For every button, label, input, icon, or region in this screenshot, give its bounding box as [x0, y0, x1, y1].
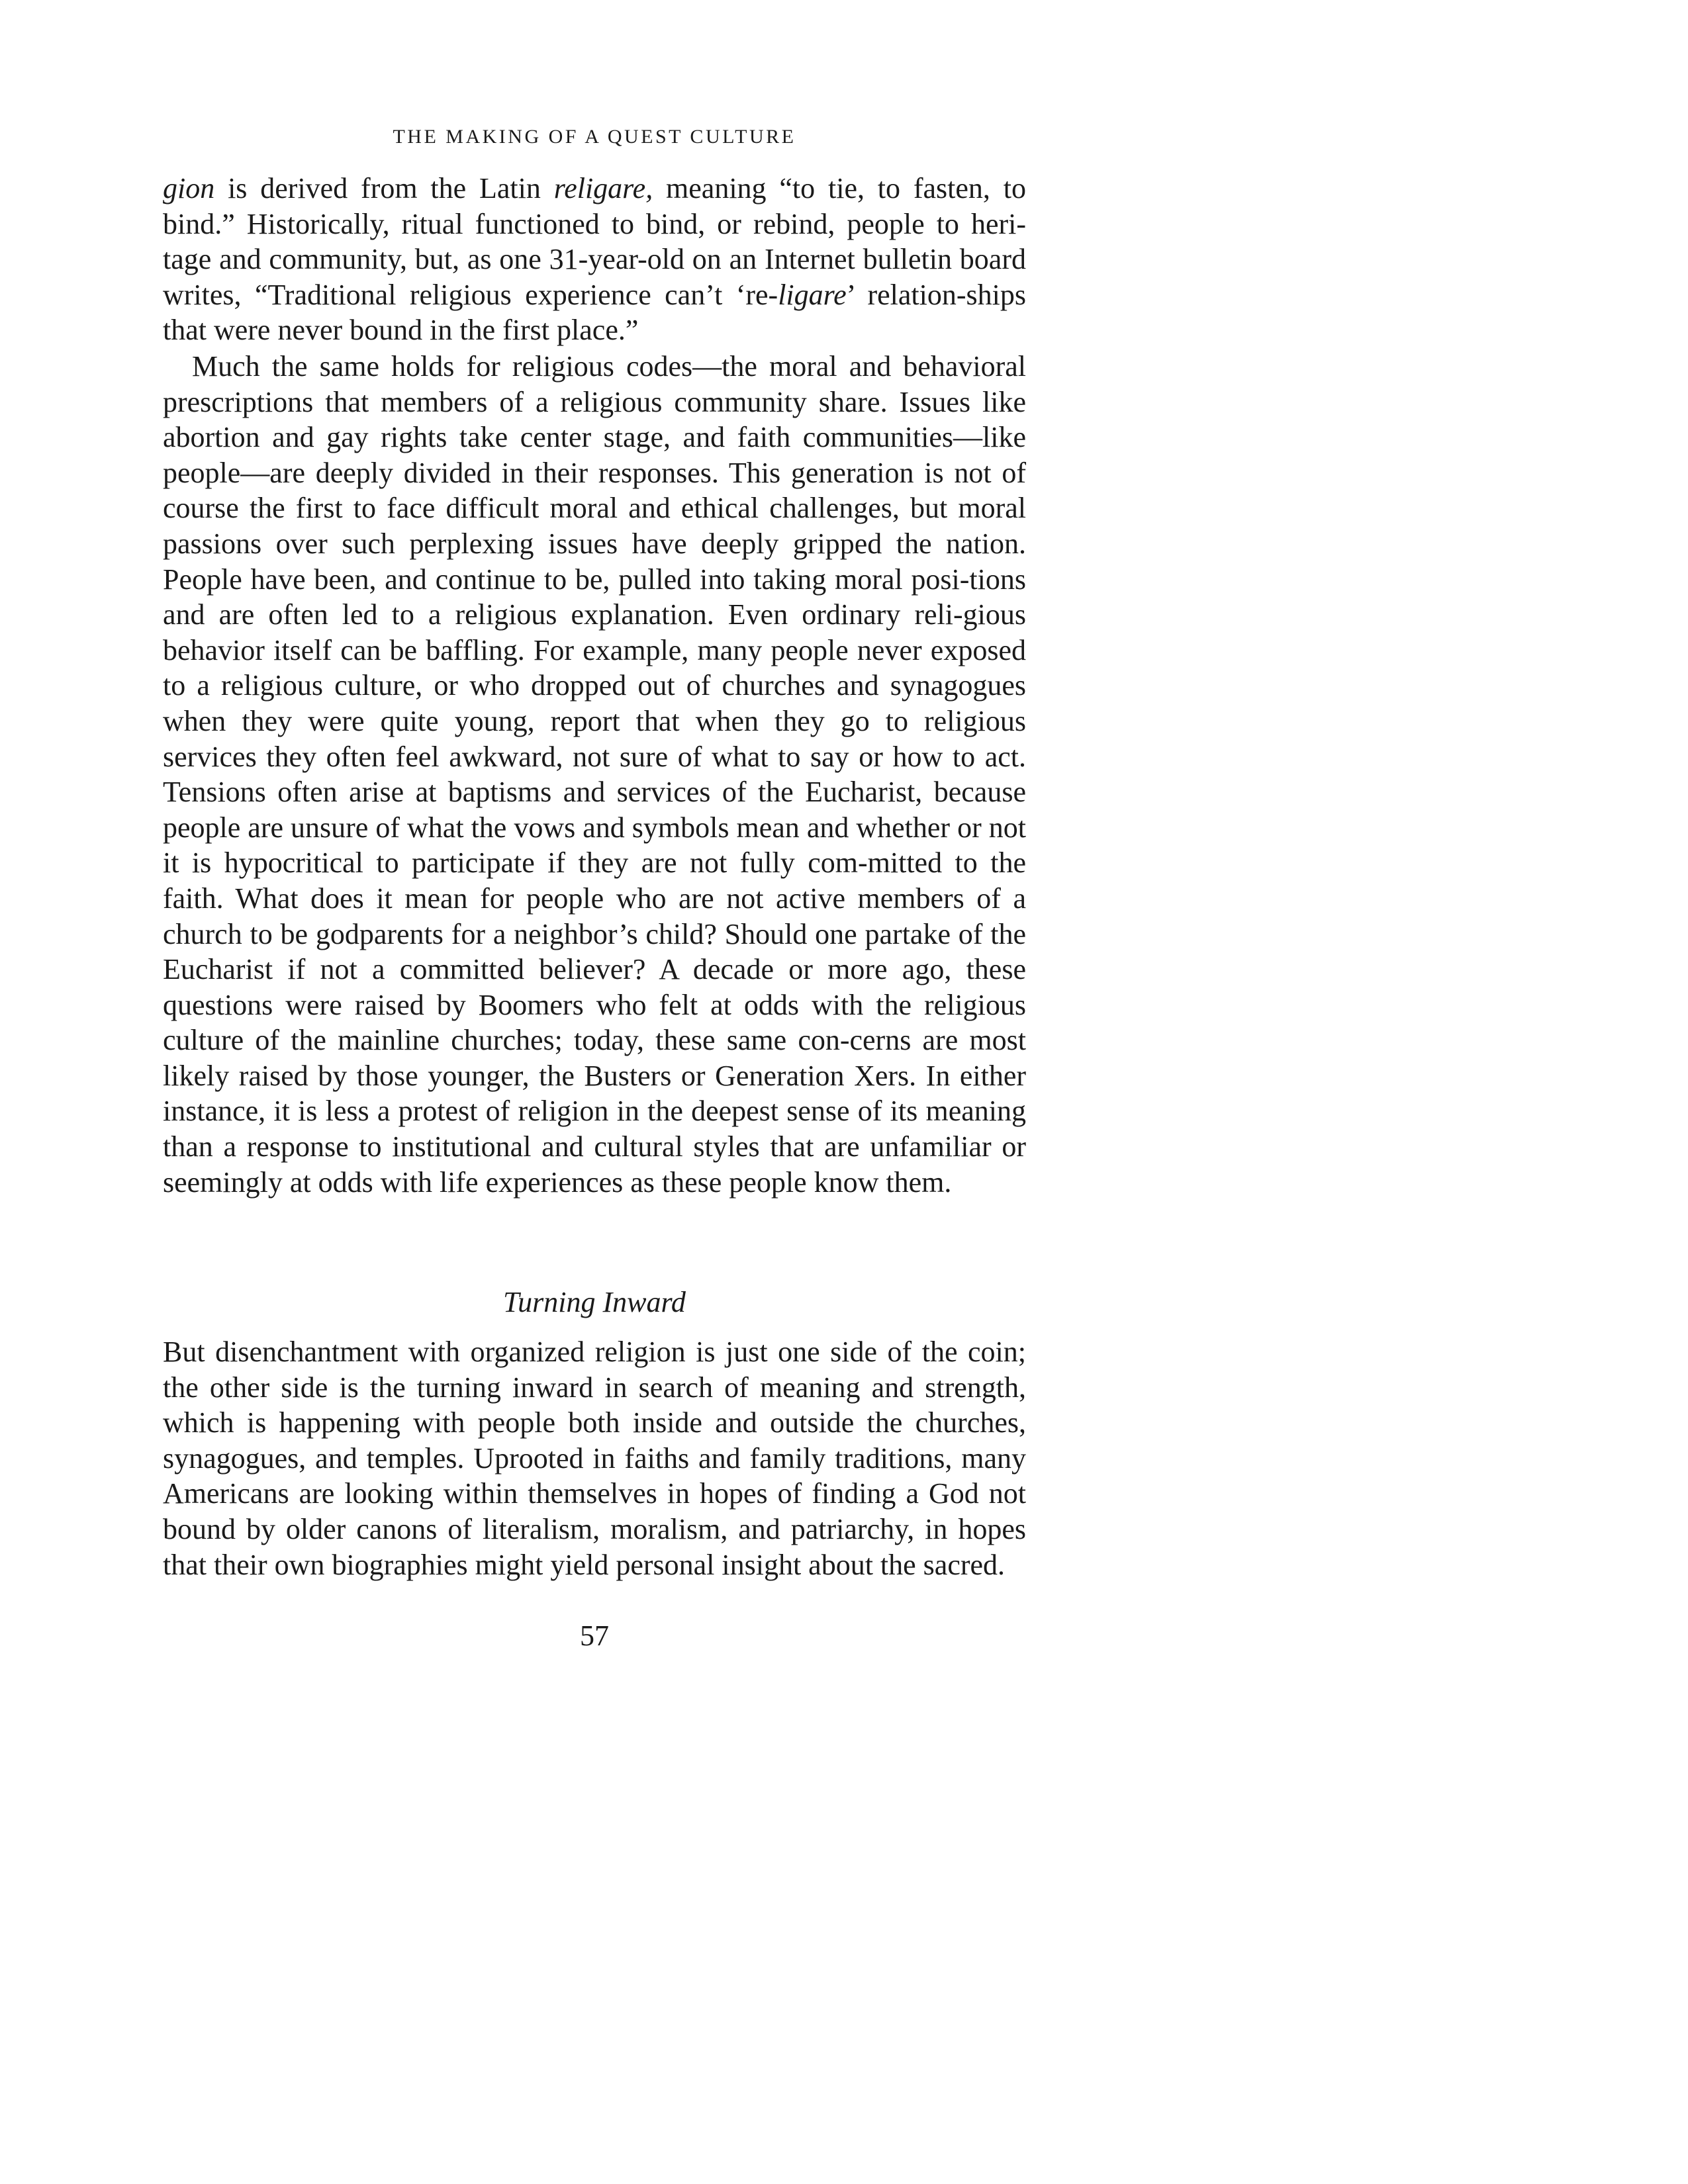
page-number: 57 — [580, 1619, 609, 1652]
paragraph-1-text-2: meaning “to tie, to fasten, to bind.” Historically, ritual functioned to bind, or rebind, people to heri-tage and community, but, as one 31-year-old on an Internet bulletin board writes, “Traditional religious experience can’t ‘re- — [163, 172, 1026, 311]
paragraph-1-word-2: religare, — [553, 172, 653, 205]
running-head: THE MAKING OF A QUEST CULTURE — [393, 126, 796, 148]
paragraph-1-text-1: is derived from the Latin — [214, 172, 554, 205]
paragraph-1 — [163, 171, 1026, 348]
paragraph-2-text: Much the same holds for religious codes—the moral and behavioral prescriptions that members of a religious community share. Issues like abortion and gay rights take center stage, and faith communities—like people—are deeply divided in their responses. This generation is not of course the first to face difficult moral and ethical challenges, but moral passions over such perplexing issues have deeply gripped the nation. People have been, and continue to be, pulled into taking moral posi-tions and are often led to a religious explanation. Even ordinary reli-gious behavior itself can be baffling. For example, many people never exposed to a religious culture, or who dropped out of churches and synagogues when they were quite young, report that when they go to religious services they often feel awkward, not sure of what to say or how to act. Tensions often arise at baptisms and services of the Eucharist, because people are unsure of what the vows and symbols mean and whether or not it is hypocritical to participate if they are not fully com-mitted to the faith. What does it mean for people who are not active members of a church to be godparents for a neighbor’s child? Should one partake of the Eucharist if not a committed believer? A decade or more ago, these questions were raised by Boomers who felt at odds with the religious culture of the mainline churches; today, these same con-cerns are most likely raised by those younger, the Busters or Generation Xers. In either instance, it is less a protest of religion in the deepest sense of its meaning than a response to institutional and cultural styles that are unfamiliar or seemingly at odds with life experiences as these people know them. — [163, 350, 1026, 1199]
paragraph-2 — [163, 349, 1026, 1200]
paragraph-1-word-1: gion — [163, 172, 215, 205]
paragraph-1-text-3: ’ relation-ships that were never bound in the first place.” — [163, 278, 1026, 347]
paragraph-3 — [163, 1334, 1026, 1582]
section-heading: Turning Inward — [503, 1286, 686, 1318]
paragraph-1-word-3: ligare — [778, 278, 847, 311]
paragraph-3-text: But disenchantment with organized religion is just one side of the coin; the other side is the turning inward in search of meaning and strength, which is happening with people both inside and outside the churches, synagogues, and temples. Uprooted in faiths and family traditions, many Americans are looking within themselves in hopes of finding a God not bound by older canons of literalism, moralism, and patriarchy, in hopes that their own biographies might yield personal insight about the sacred. — [163, 1336, 1026, 1581]
